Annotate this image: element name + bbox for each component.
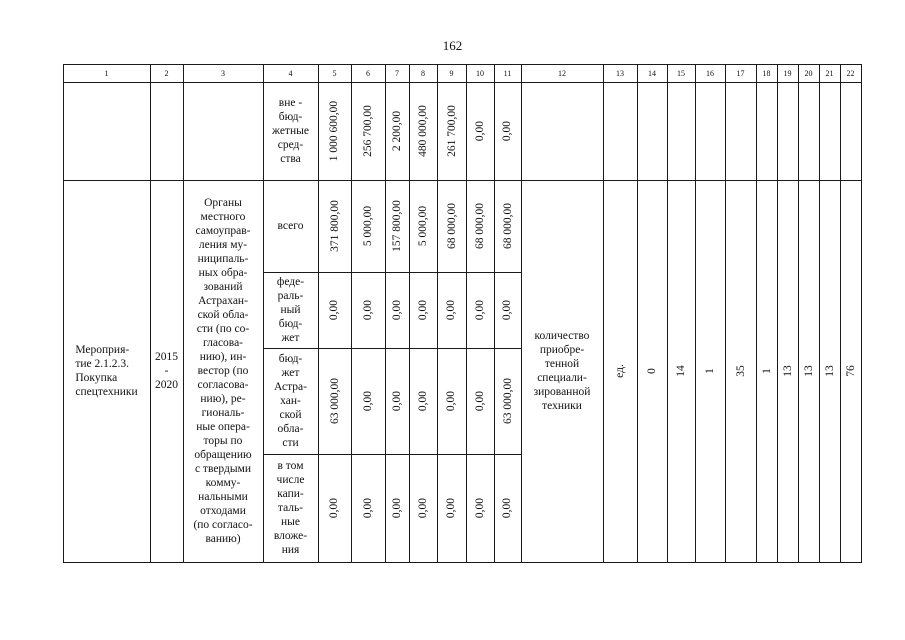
table-rule <box>861 64 862 563</box>
amount-cell: 0,00 <box>474 299 486 321</box>
measure-name: Мероприя- тие 2.1.2.3. Покупка спецтехники <box>75 344 138 398</box>
column-number: 18 <box>762 68 771 78</box>
column-number: 12 <box>558 68 566 78</box>
amount-cell: 0,00 <box>445 390 458 412</box>
amount-cell: 5 000,00 <box>362 205 374 247</box>
column-number: 17 <box>736 68 745 78</box>
column-number: 1 <box>104 68 109 78</box>
amount-cell: 480 000,00 <box>417 105 429 157</box>
source-cell: в том числе капи- таль- ные вложе- ния <box>273 460 308 556</box>
amount-cell: 68 000,00 <box>501 203 514 249</box>
column-number: 6 <box>366 68 370 78</box>
indicator-value: 35 <box>734 365 747 377</box>
amount-cell: 0,00 <box>362 390 374 412</box>
amount-cell: 0,00 <box>328 497 341 519</box>
indicator-value: 13 <box>781 365 794 377</box>
amount-cell: 0,00 <box>501 497 514 519</box>
amount-cell: 0,00 <box>391 390 403 412</box>
page-number: 162 <box>442 38 463 53</box>
amount-cell: 2 200,00 <box>391 110 403 152</box>
column-number: 11 <box>503 68 512 78</box>
source-cell: вне - бюд- жетные сред- ства <box>272 97 309 165</box>
source-cell: всего <box>277 220 304 232</box>
column-number: 2 <box>164 68 169 78</box>
indicator-value: 76 <box>844 365 857 377</box>
amount-cell: 0,00 <box>362 299 374 321</box>
column-number: 5 <box>332 68 337 78</box>
column-number: 3 <box>221 68 225 78</box>
indicator-value: 1 <box>760 368 773 374</box>
amount-cell: 261 700,00 <box>445 105 458 157</box>
column-number: 9 <box>449 68 454 78</box>
amount-cell: 0,00 <box>362 497 374 519</box>
indicator-value: 1 <box>704 368 716 374</box>
amount-cell: 0,00 <box>445 299 458 321</box>
indicator-cell: количество приобре- тенной специали- зированной техники <box>533 330 591 412</box>
amount-cell: 68 000,00 <box>474 203 486 249</box>
amount-cell: 0,00 <box>501 120 514 142</box>
column-number: 14 <box>648 68 656 78</box>
amount-cell: 63 000,00 <box>501 378 514 424</box>
amount-cell: 5 000,00 <box>417 205 429 247</box>
table-rule <box>63 64 64 563</box>
column-number: 22 <box>846 68 855 78</box>
amount-cell: 0,00 <box>445 497 458 519</box>
amount-cell: 0,00 <box>391 497 403 519</box>
amount-cell: 0,00 <box>391 299 403 321</box>
column-number: 10 <box>476 68 484 78</box>
amount-cell: 371 800,00 <box>328 200 341 252</box>
amount-cell: 256 700,00 <box>362 105 374 157</box>
executor-cell: Органы местного самоуправ- ления му- ниципаль- ных обра- зований Астрахан- ской обла- сти (по со- гласова- нию), ин- вестор (по согласова- нию), ре- гиональ- ные опера- торы по обращению с твердыми комму- нальными отходами (по согласо- ванию) <box>193 197 253 545</box>
amount-cell: 63 000,00 <box>328 378 341 424</box>
column-number: 4 <box>288 68 293 78</box>
amount-cell: 0,00 <box>417 497 429 519</box>
source-cell: феде- раль- ный бюд- жет <box>276 276 305 344</box>
source-cell: бюд- жет Астра- хан- ской обла- сти <box>274 353 307 449</box>
column-number: 16 <box>706 68 714 78</box>
period-cell: 2015 - 2020 <box>155 351 178 391</box>
indicator-value: 13 <box>823 365 836 377</box>
column-number: 13 <box>616 68 624 78</box>
amount-cell: 0,00 <box>474 497 486 519</box>
column-number: 21 <box>825 68 834 78</box>
column-number: 15 <box>677 68 685 78</box>
column-number: 8 <box>421 68 425 78</box>
amount-cell: 1 000 600,00 <box>328 100 341 162</box>
amount-cell: 0,00 <box>474 120 486 142</box>
amount-cell: 0,00 <box>328 299 341 321</box>
indicator-value: 0 <box>646 368 658 374</box>
unit-cell: ед. <box>614 364 626 378</box>
column-number: 7 <box>395 68 399 78</box>
amount-cell: 68 000,00 <box>445 203 458 249</box>
amount-cell: 0,00 <box>501 299 514 321</box>
indicator-value: 14 <box>675 365 687 377</box>
column-number: 19 <box>783 68 792 78</box>
column-number: 20 <box>804 68 813 78</box>
amount-cell: 157 800,00 <box>391 200 403 252</box>
indicator-value: 13 <box>802 365 815 377</box>
amount-cell: 0,00 <box>417 299 429 321</box>
amount-cell: 0,00 <box>474 390 486 412</box>
amount-cell: 0,00 <box>417 390 429 412</box>
